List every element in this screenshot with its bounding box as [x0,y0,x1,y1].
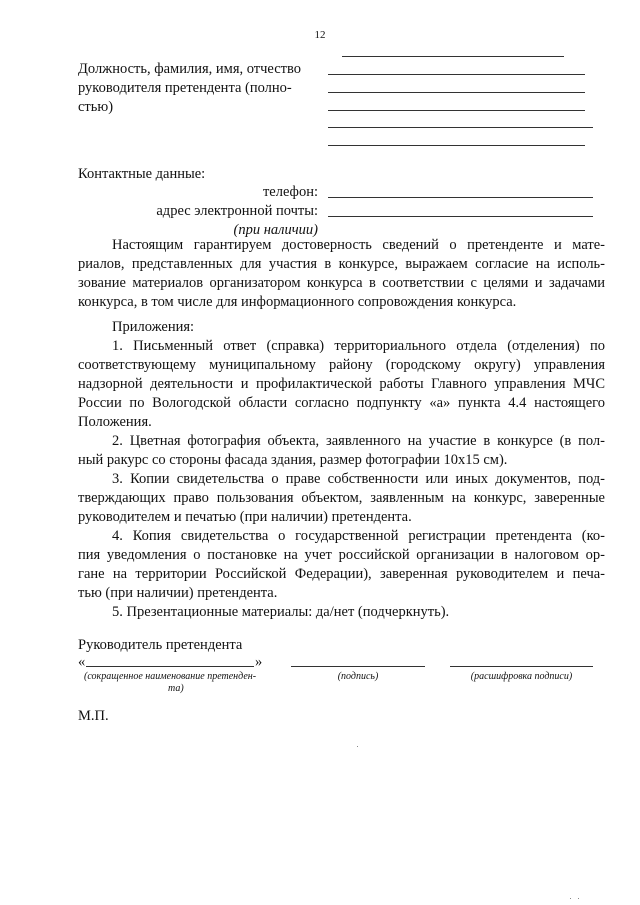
appendix-title: Приложения: [112,319,195,335]
head-fill-line-1[interactable] [342,56,564,57]
head-fill-line-2[interactable] [328,74,585,75]
head-fill-line-4[interactable] [328,110,585,111]
head-label-line-3: стью) [78,99,114,115]
head-label-line-2: руководителя претендента (полно- [78,80,292,96]
email-fill-line[interactable] [328,216,593,217]
caption-org-name-line-1: (сокращенное наименование претенден- [84,671,257,682]
appendix-item-1-line-5: Положения. [78,414,152,430]
appendix-item-5: 5. Презентационные материалы: да/нет (подчеркнуть). [112,604,450,620]
appendix-item-1-line-3: надзорной деятельности и профилактической работы Главного управления МЧС [78,376,605,392]
appendix-item-3-line-2: тверждающих право пользования объектом, заявленным на конкурс, заверенные [78,490,605,506]
head-fill-line-6[interactable] [328,145,585,146]
phone-label: телефон: [262,184,318,200]
guarantee-line-3: зование материалов организатором конкурса в соответствии с целями и задачами [78,275,605,291]
appendix-item-4-line-2: пия уведомления о постановке на учет российской организации в налоговом ор- [78,547,605,563]
caption-signature: (подпись) [337,671,379,682]
appendix-item-1-line-2: соответствующему муниципальному району (городскому округу) управления [78,357,605,373]
caption-signature-decode: (расшифровка подписи) [470,671,573,682]
email-note: (при наличии) [233,222,318,238]
guarantee-line-2: риалов, представленных для участия в конкурсе, выражаем согласие на исполь- [78,256,605,272]
quote-close: » [255,654,263,670]
head-fill-line-3[interactable] [328,92,585,93]
appendix-item-4-line-1: 4. Копия свидетельства о государственной регистрации претендента (ко- [112,528,605,544]
page-number: 12 [314,29,326,41]
email-label: адрес электронной почты: [156,203,318,219]
phone-fill-line[interactable] [328,197,593,198]
guarantee-line-4: конкурса, в том числе для информационного сопровождения конкурса. [78,294,517,310]
appendix-item-1-line-1: 1. Письменный ответ (справка) территориального отдела (отделения) по [112,338,605,354]
appendix-item-3-line-1: 3. Копии свидетельства о праве собственности или иных документов, под- [112,471,605,487]
guarantee-line-1: Настоящим гарантируем достоверность сведений о претенденте и мате- [112,237,605,253]
signature-fill-line[interactable] [291,666,425,667]
stamp-label: М.П. [78,708,109,724]
caption-org-name-line-2: та) [168,683,184,694]
appendix-item-2-line-2: ный ракурс со стороны фасада здания, размер фотографии 10х15 см). [78,452,508,468]
appendix-item-1-line-4: России по Вологодской области согласно подпункту «а» пункта 4.4 настоящего [78,395,605,411]
head-label-line-1: Должность, фамилия, имя, отчество [78,61,302,77]
signature-decode-fill-line[interactable] [450,666,593,667]
contacts-title: Контактные данные: [78,166,206,182]
signature-title: Руководитель претендента [78,637,243,653]
scan-speck [570,898,571,899]
org-name-fill-line[interactable] [86,666,254,667]
head-fill-line-5[interactable] [328,127,593,128]
quote-open: « [78,654,86,670]
appendix-item-2-line-1: 2. Цветная фотография объекта, заявленного на участие в конкурсе (в пол- [112,433,605,449]
appendix-item-3-line-3: руководителем и печатью (при наличии) претендента. [78,509,412,525]
scan-speck [578,898,579,899]
appendix-item-4-line-4: тью (при наличии) претендента. [78,585,278,601]
scan-speck [357,746,358,747]
appendix-item-4-line-3: гане на территории Российской Федерации), заверенная руководителем и печа- [78,566,605,582]
